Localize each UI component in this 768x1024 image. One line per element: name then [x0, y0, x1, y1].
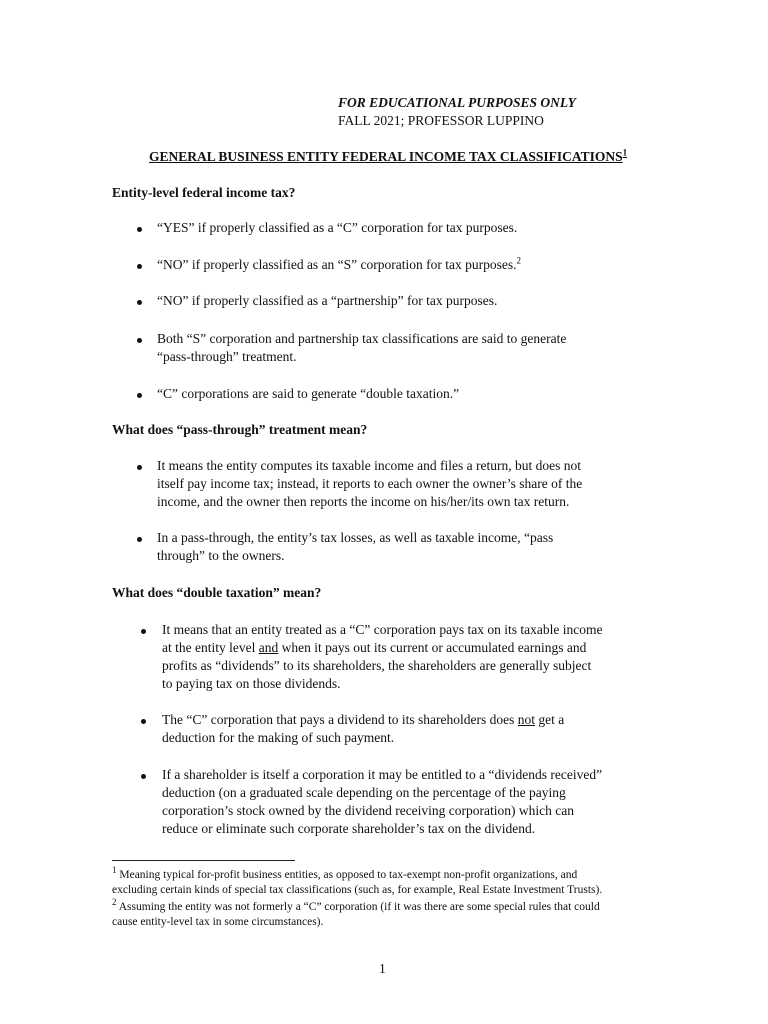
footnote-number: 2 [112, 897, 117, 908]
educational-notice: FOR EDUCATIONAL PURPOSES ONLY [338, 95, 576, 110]
footnote-number: 1 [112, 865, 117, 876]
footnote-text: $^1$ Meaning typical for-profit business entities, as opposed to tax-exempt non-profit organizations, and [112, 865, 578, 881]
bullet-icon [141, 774, 146, 779]
list-item-text: income, and the owner then reports the income on his/her/its own tax return. [157, 494, 570, 509]
list-item-text: It means that an entity treated as a “C” corporation pays tax on its taxable income [162, 622, 603, 637]
bullet-icon [137, 300, 142, 305]
footnote-ref-2[interactable]: 2 [516, 255, 522, 266]
footnote-text: cause entity-level tax in some circumstances). [112, 916, 324, 928]
list-item [162, 766, 602, 838]
bullet-icon [141, 629, 146, 634]
list-item [157, 529, 553, 565]
bullet-icon [137, 465, 142, 470]
page-title [149, 148, 627, 166]
list-item-text: at the entity level and when it pays out its current or accumulated earnings and [162, 640, 587, 655]
list-item [157, 219, 517, 237]
page-title-text: GENERAL BUSINESS ENTITY FEDERAL INCOME TAX CLASSIFICATIONS [149, 149, 623, 164]
section-heading-double-taxation: What does “double taxation” mean? [112, 585, 322, 600]
footnote-1 [112, 865, 603, 898]
list-item-text: “pass-through” treatment. [157, 349, 297, 364]
list-item-text: The “C” corporation that pays a dividend to its shareholders does not get a [162, 712, 565, 727]
list-item-text: If a shareholder is itself a corporation it may be entitled to a “dividends received” [162, 767, 603, 782]
list-item-text: “C” corporations are said to generate “double taxation.” [157, 386, 460, 401]
list-item [157, 385, 459, 403]
page-number: 1 [379, 961, 386, 976]
footnote-text: excluding certain kinds of special tax classifications (such as, for example, Real Estate Investment Trusts). [112, 884, 603, 896]
list-item-text: reduce or eliminate such corporate shareholder’s tax on the dividend. [162, 821, 536, 836]
bullet-icon [141, 719, 146, 724]
list-item [157, 256, 521, 274]
list-item-text: “YES” if properly classified as a “C” corporation for tax purposes. [157, 220, 518, 235]
list-item [162, 711, 564, 747]
section-heading-entity-tax: Entity-level federal income tax? [112, 185, 296, 200]
section-heading-pass-through: What does “pass-through” treatment mean? [112, 422, 368, 437]
list-item-text: Both “S” corporation and partnership tax classifications are said to generate [157, 331, 567, 346]
footnote-ref-1[interactable]: 1 [622, 147, 628, 158]
footnote-divider [112, 860, 295, 861]
list-item-text: corporation’s stock owned by the dividend receiving corporation) which can [162, 803, 575, 818]
bullet-icon [137, 393, 142, 398]
footnote-text: $^2$ Assuming the entity was not formerly a “C” corporation (if it was there are some special rules that could [112, 897, 600, 913]
list-item-text: “NO” if properly classified as an “S” corporation for tax purposes. [157, 257, 517, 272]
bullet-icon [137, 264, 142, 269]
list-item-text: to paying tax on those dividends. [162, 676, 341, 691]
course-info: FALL 2021; PROFESSOR LUPPINO [338, 113, 544, 128]
list-item-text: through” to the owners. [157, 548, 285, 563]
list-item-text: It means the entity computes its taxable income and files a return, but does not [157, 458, 582, 473]
bullet-icon [137, 537, 142, 542]
list-item [157, 330, 566, 366]
list-item-text: deduction for the making of such payment. [162, 730, 395, 745]
list-item-text: itself pay income tax; instead, it reports to each owner the owner’s share of the [157, 476, 583, 491]
list-item [157, 292, 497, 310]
list-item [157, 457, 582, 511]
footnote-2 [112, 897, 600, 930]
list-item-text: “NO” if properly classified as a “partnership” for tax purposes. [157, 293, 498, 308]
list-item-text: In a pass-through, the entity’s tax losses, as well as taxable income, “pass [157, 530, 554, 545]
bullet-icon [137, 227, 142, 232]
list-item-text: profits as “dividends” to its shareholders, the shareholders are generally subject [162, 658, 592, 673]
list-item [162, 621, 602, 693]
list-item-text: deduction (on a graduated scale depending on the percentage of the paying [162, 785, 566, 800]
bullet-icon [137, 338, 142, 343]
